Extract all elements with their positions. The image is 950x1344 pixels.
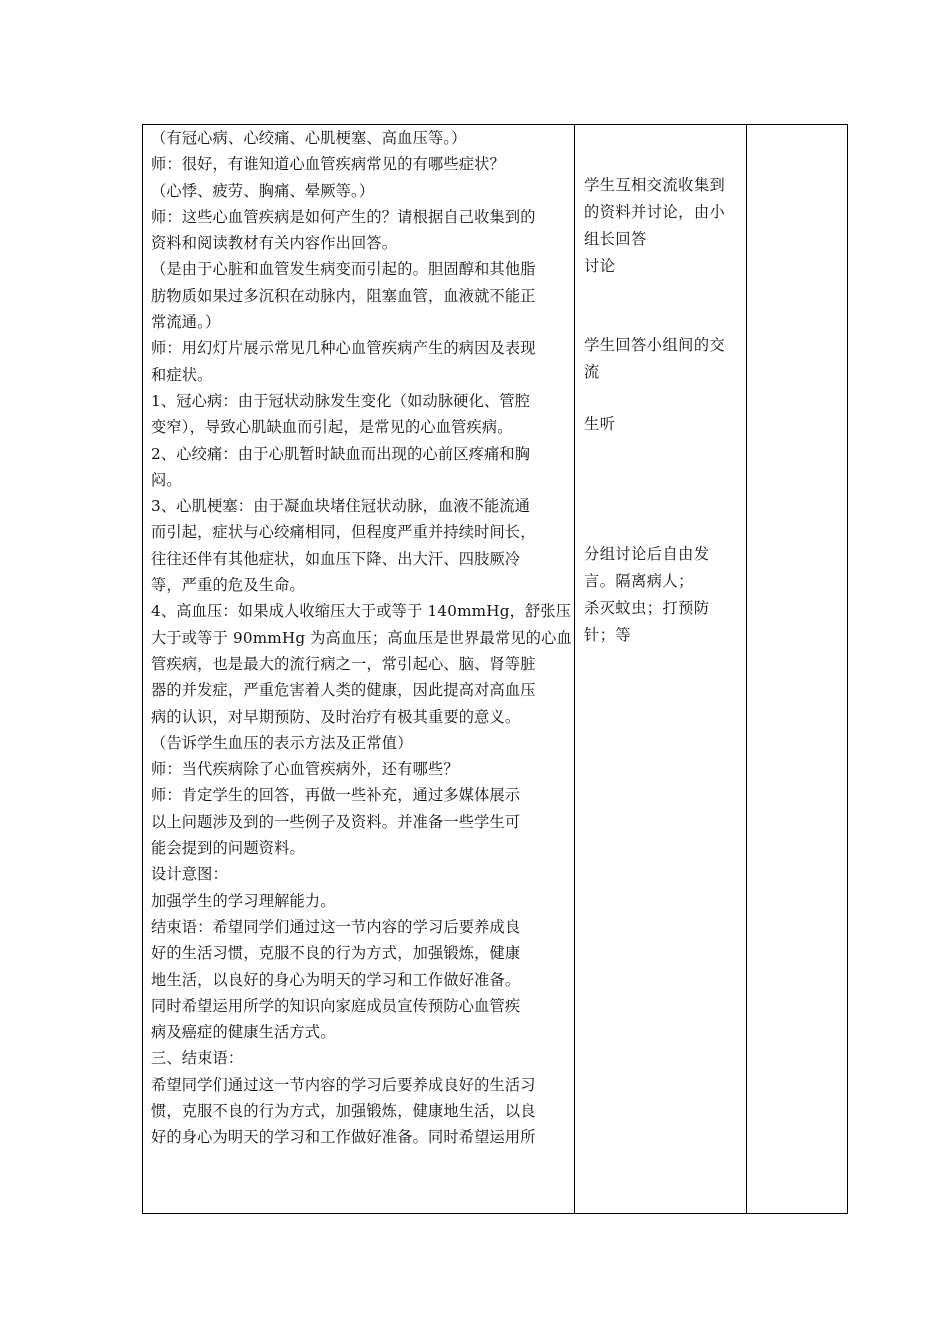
text-line: 器的并发症，严重危害着人类的健康，因此提高对高血压 <box>151 681 536 700</box>
text-line: 言。隔离病人； <box>584 572 694 590</box>
text-line: 加强学生的学习理解能力。 <box>151 891 336 910</box>
text-line: （告诉学生血压的表示方法及正常值） <box>151 733 413 752</box>
text-line: 杀灭蚊虫；打预防 <box>584 599 710 617</box>
text-line: 3、心肌梗塞：由于凝血块堵住冠状动脉，血液不能流通 <box>151 497 531 516</box>
text-line: 讨论 <box>584 257 616 275</box>
text-line: 等，严重的危及生命。 <box>151 576 305 595</box>
text-line: 4、高血压：如果成人收缩压大于或等于 140mmHg，舒张压 <box>151 602 572 621</box>
text-line: 病的认识，对早期预防、及时治疗有极其重要的意义。 <box>151 707 521 726</box>
text-line: 惯，克服不良的行为方式，加强锻炼，健康地生活，以良 <box>151 1101 536 1120</box>
text-line: 结束语：希望同学们通过这一节内容的学习后要养成良 <box>151 917 521 936</box>
text-line: （有冠心病、心绞痛、心肌梗塞、高血压等。） <box>151 129 467 147</box>
text-line: 希望同学们通过这一节内容的学习后要养成良好的生活习 <box>151 1075 536 1094</box>
teacher-activity-cell <box>151 125 572 1151</box>
text-line: 闷。 <box>151 470 182 489</box>
lesson-table <box>142 124 848 1214</box>
text-line: 学生回答小组间的交 <box>584 336 726 354</box>
text-line: 而引起，症状与心绞痛相同，但程度严重并持续时间长， <box>151 523 536 542</box>
text-line: 以上问题涉及到的一些例子及资料。并准备一些学生可 <box>151 812 521 831</box>
column-divider <box>574 125 575 1213</box>
text-line: 组长回答 <box>584 230 647 248</box>
text-line: 师：很好，有谁知道心血管疾病常见的有哪些症状？ <box>151 155 505 174</box>
text-line: 针；等 <box>584 626 632 644</box>
text-line: 学生互相交流收集到 <box>584 176 726 194</box>
text-line: 师：这些心血管疾病是如何产生的？请根据自己收集到的 <box>151 207 536 226</box>
text-line: 流 <box>584 363 600 381</box>
text-line: 三、结束语： <box>151 1049 244 1068</box>
text-line: 病及癌症的健康生活方式。 <box>151 1023 336 1042</box>
text-line: 分组讨论后自由发 <box>584 545 710 563</box>
text-line: 设计意图： <box>151 865 228 884</box>
text-line: 和症状。 <box>151 365 213 384</box>
text-line: 好的生活习惯，克服不良的行为方式，加强锻炼，健康 <box>151 944 521 963</box>
text-line: 往往还伴有其他症状，如血压下降、出大汗、四肢厥冷 <box>151 549 521 568</box>
text-line: （是由于心脏和血管发生病变而引起的。胆固醇和其他脂 <box>151 260 536 279</box>
text-line: 生听 <box>584 415 616 433</box>
text-line: 2、心绞痛：由于心肌暂时缺血而出现的心前区疼痛和胸 <box>151 444 531 463</box>
text-line: 师：用幻灯片展示常见几种心血管疾病产生的病因及表现 <box>151 339 536 358</box>
text-line: 常流通。） <box>151 313 221 332</box>
text-line: 肪物质如果过多沉积在动脉内，阻塞血管，血液就不能正 <box>151 286 536 305</box>
text-line: 能会提到的问题资料。 <box>151 839 305 858</box>
text-line: 1、冠心病：由于冠状动脉发生变化（如动脉硬化、管腔 <box>151 391 531 410</box>
column-divider <box>746 125 747 1213</box>
text-line: 好的身心为明天的学习和工作做好准备。同时希望运用所 <box>151 1128 536 1147</box>
text-line: （心悸、疲劳、胸痛、晕厥等。） <box>151 181 375 200</box>
text-line: 师：当代疾病除了心血管疾病外，还有哪些？ <box>151 760 459 779</box>
text-line: 资料和阅读教材有关内容作出回答。 <box>151 234 398 253</box>
text-line: 变窄），导致心肌缺血而引起，是常见的心血管疾病。 <box>151 418 513 437</box>
text-line: 大于或等于 90mmHg 为高血压；高血压是世界最常见的心血 <box>151 628 572 647</box>
text-line: 的资料并讨论，由小 <box>584 203 726 221</box>
text-line: 地生活，以良好的身心为明天的学习和工作做好准备。 <box>151 970 521 989</box>
text-line: 师：肯定学生的回答，再做一些补充，通过多媒体展示 <box>151 786 521 805</box>
text-line: 同时希望运用所学的知识向家庭成员宣传预防心血管疾 <box>151 996 521 1015</box>
text-line: 管疾病，也是最大的流行病之一，常引起心、脑、肾等脏 <box>151 654 536 673</box>
